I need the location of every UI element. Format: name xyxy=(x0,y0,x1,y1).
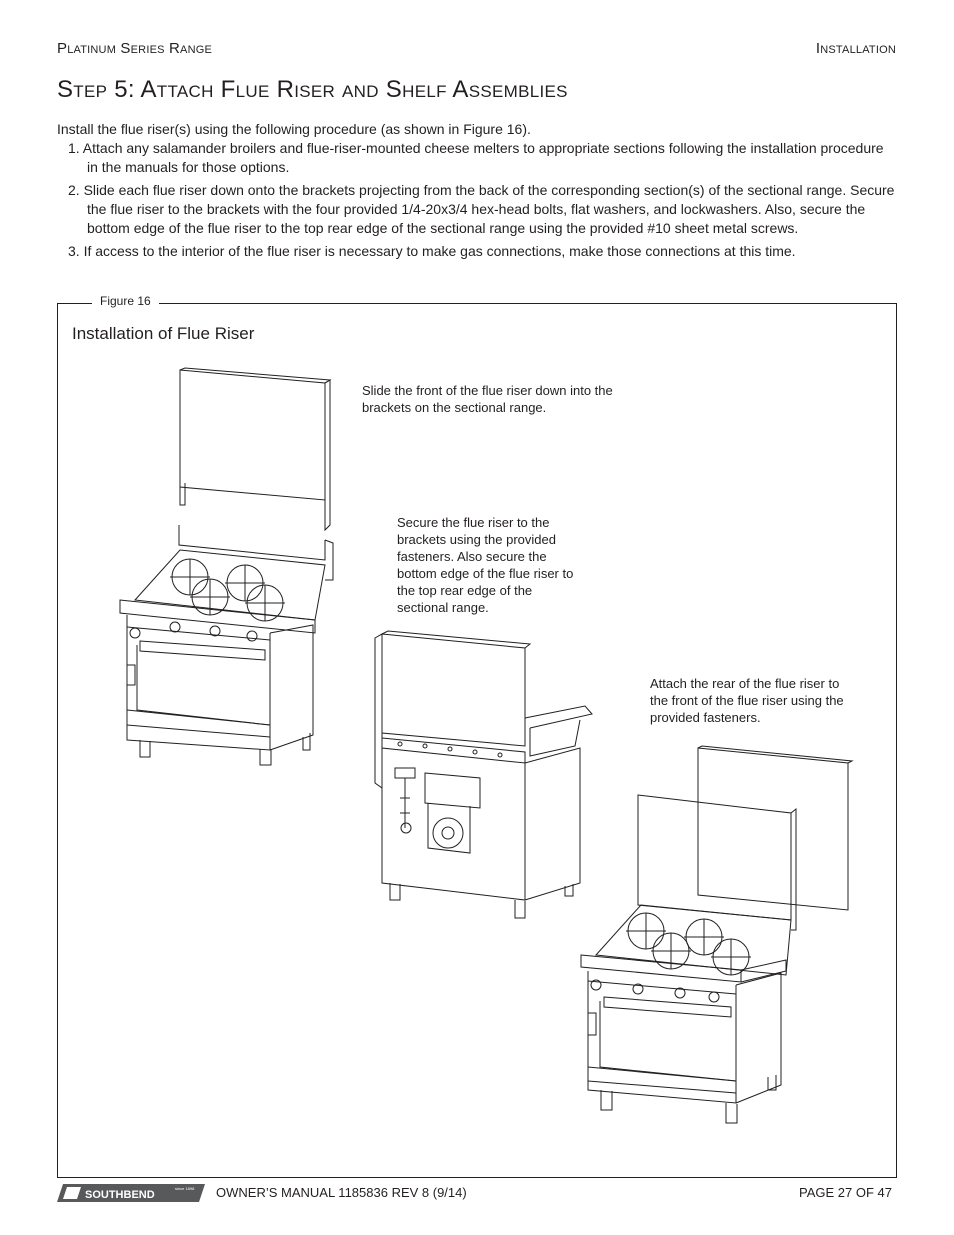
step-title: Step 5: Attach Flue Riser and Shelf Assemblies xyxy=(57,76,568,103)
intro-text: Install the flue riser(s) using the following procedure (as shown in Figure 16). xyxy=(57,121,531,137)
step-item-3: 3. If access to the interior of the flue riser is necessary to make gas connections, make those connections at this time. xyxy=(68,243,796,259)
range-with-riser-illustration xyxy=(115,365,340,775)
figure-title: Installation of Flue Riser xyxy=(72,324,255,343)
figure-label: Figure 16 xyxy=(92,294,159,308)
svg-text:since 1898: since 1898 xyxy=(175,1186,195,1191)
riser-attached-illustration xyxy=(370,628,600,928)
header-right-section: Installation xyxy=(815,40,896,57)
footer-page-number: PAGE 27 OF 47 xyxy=(799,1185,892,1200)
procedure-steps xyxy=(68,139,898,265)
svg-text:SOUTHBEND: SOUTHBEND xyxy=(85,1189,155,1201)
callout-attach-rear: Attach the rear of the flue riser to the front of the flue riser using the provided fasteners. xyxy=(650,676,844,725)
southbend-logo xyxy=(57,1182,207,1204)
callout-slide-riser: Slide the front of the flue riser down into the brackets on the sectional range. xyxy=(362,383,613,415)
callout-secure-riser: Secure the flue riser to the brackets using the provided fasteners. Also secure the bottom edge of the flue riser to the top rear edge of the sectional range. xyxy=(397,515,574,615)
step-item-2: 2. Slide each flue riser down onto the brackets projecting from the back of the corresponding section(s) of the sectional range. Secure the flue riser to the brackets with the four provided 1/4-20x3/4 hex-head bolts, flat washers, and lockwashers. Also, secure the bottom edge of the flue riser to the top rear edge of the sectional range using the provided #10 sheet metal screws. xyxy=(68,182,895,236)
rear-panel-attach-illustration xyxy=(576,745,856,1130)
footer-manual-info: OWNER’S MANUAL 1185836 REV 8 (9/14) xyxy=(216,1185,467,1200)
step-item-1: 1. Attach any salamander broilers and flue-riser-mounted cheese melters to appropriate sections following the installation procedure in the manuals for those options. xyxy=(68,140,884,175)
header-left-title: Platinum Series Range xyxy=(57,40,213,57)
